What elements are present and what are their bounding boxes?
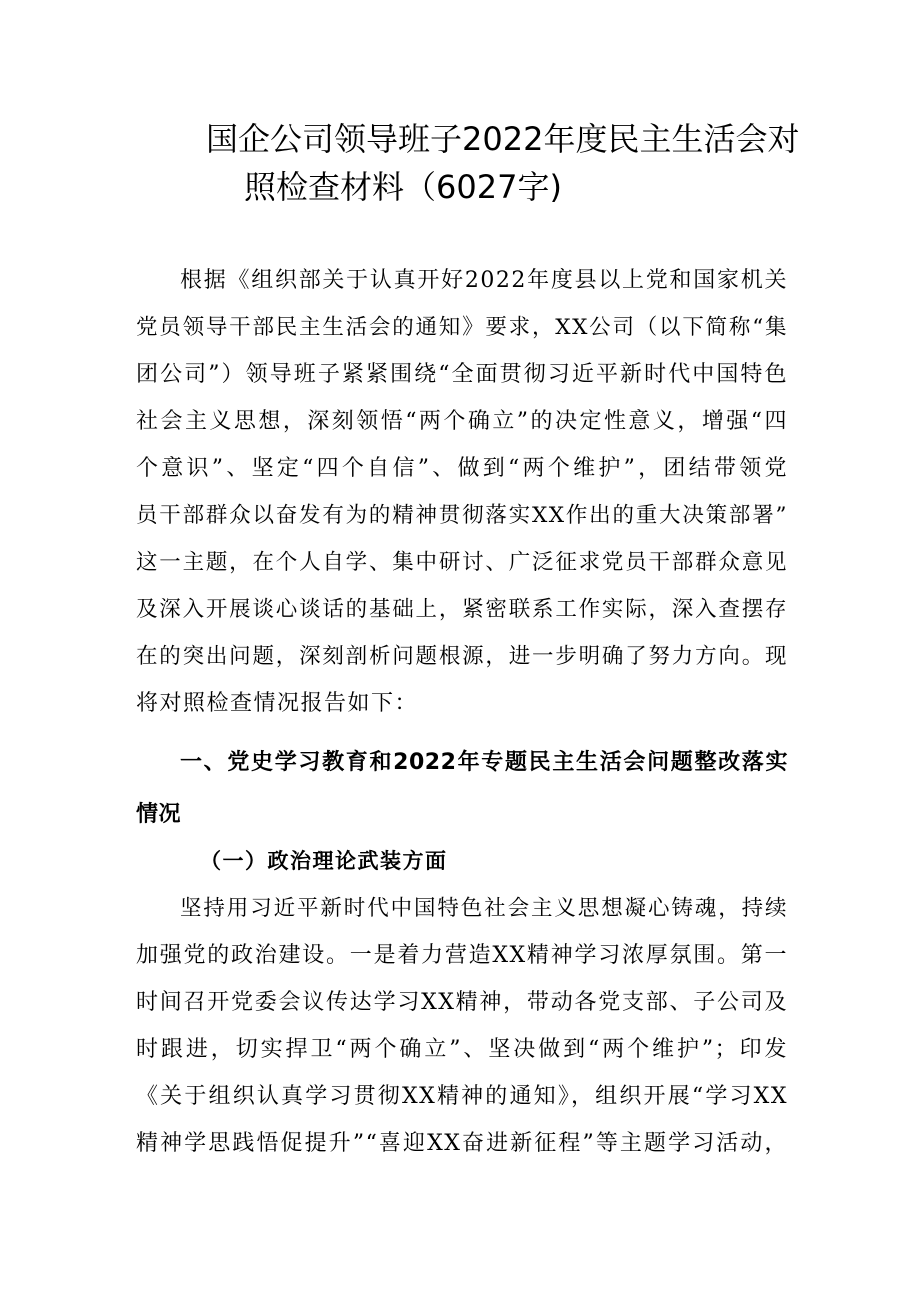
intro-line: 及深入开展谈心谈话的基础上，紧密联系工作实际，深入查摆存 (136, 597, 788, 622)
intro-line: 社会主义思想，深刻领悟“两个确立”的决定性意义，增强“四 (136, 409, 788, 434)
body-line: 时跟进，切实捍卫“两个确立”、坚决做到“两个维护”；印发 (136, 1037, 788, 1062)
intro-line: 根据《组织部关于认真开好2022年度县以上党和国家机关 (180, 268, 788, 293)
intro-line: 团公司”）领导班子紧紧围绕“全面贯彻习近平新时代中国特色 (136, 362, 788, 387)
intro-line: 员干部群众以奋发有为的精神贯彻落实XX作出的重大决策部署” (136, 503, 788, 528)
body-line: 时间召开党委会议传达学习XX精神，带动各党支部、子公司及 (136, 990, 788, 1015)
section-1-heading-line-1: 一、党史学习教育和2022年专题民主生活会问题整改落实 (180, 750, 788, 775)
body-line: 《关于组织认真学习贯彻XX精神的通知》，组织开展“学习XX (136, 1084, 788, 1109)
body-line: 加强党的政治建设。一是着力营造XX精神学习浓厚氛围。第一 (136, 943, 788, 968)
intro-line: 党员领导干部民主生活会的通知》要求，XX公司（以下简称“集 (136, 315, 788, 340)
intro-line: 这一主题，在个人自学、集中研讨、广泛征求党员干部群众意见 (136, 550, 788, 575)
subsection-1-heading: （一）政治理论武装方面 (200, 848, 448, 873)
body-line: 精神学思践悟促提升”“喜迎XX奋进新征程”等主题学习活动， (136, 1131, 788, 1156)
intro-line: 个意识”、坚定“四个自信”、做到“两个维护”，团结带领党 (136, 456, 788, 481)
document-title-line-2: 照检查材料（6027字) (244, 168, 562, 206)
body-line: 坚持用习近平新时代中国特色社会主义思想凝心铸魂，持续 (180, 896, 788, 921)
intro-line: 在的突出问题，深刻剖析问题根源，进一步明确了努力方向。现 (136, 644, 788, 669)
section-1-heading-line-2: 情况 (136, 802, 182, 827)
document-title-line-1: 国企公司领导班子2022年度民主生活会对 (206, 120, 800, 158)
intro-line: 将对照检查情况报告如下： (136, 691, 419, 716)
